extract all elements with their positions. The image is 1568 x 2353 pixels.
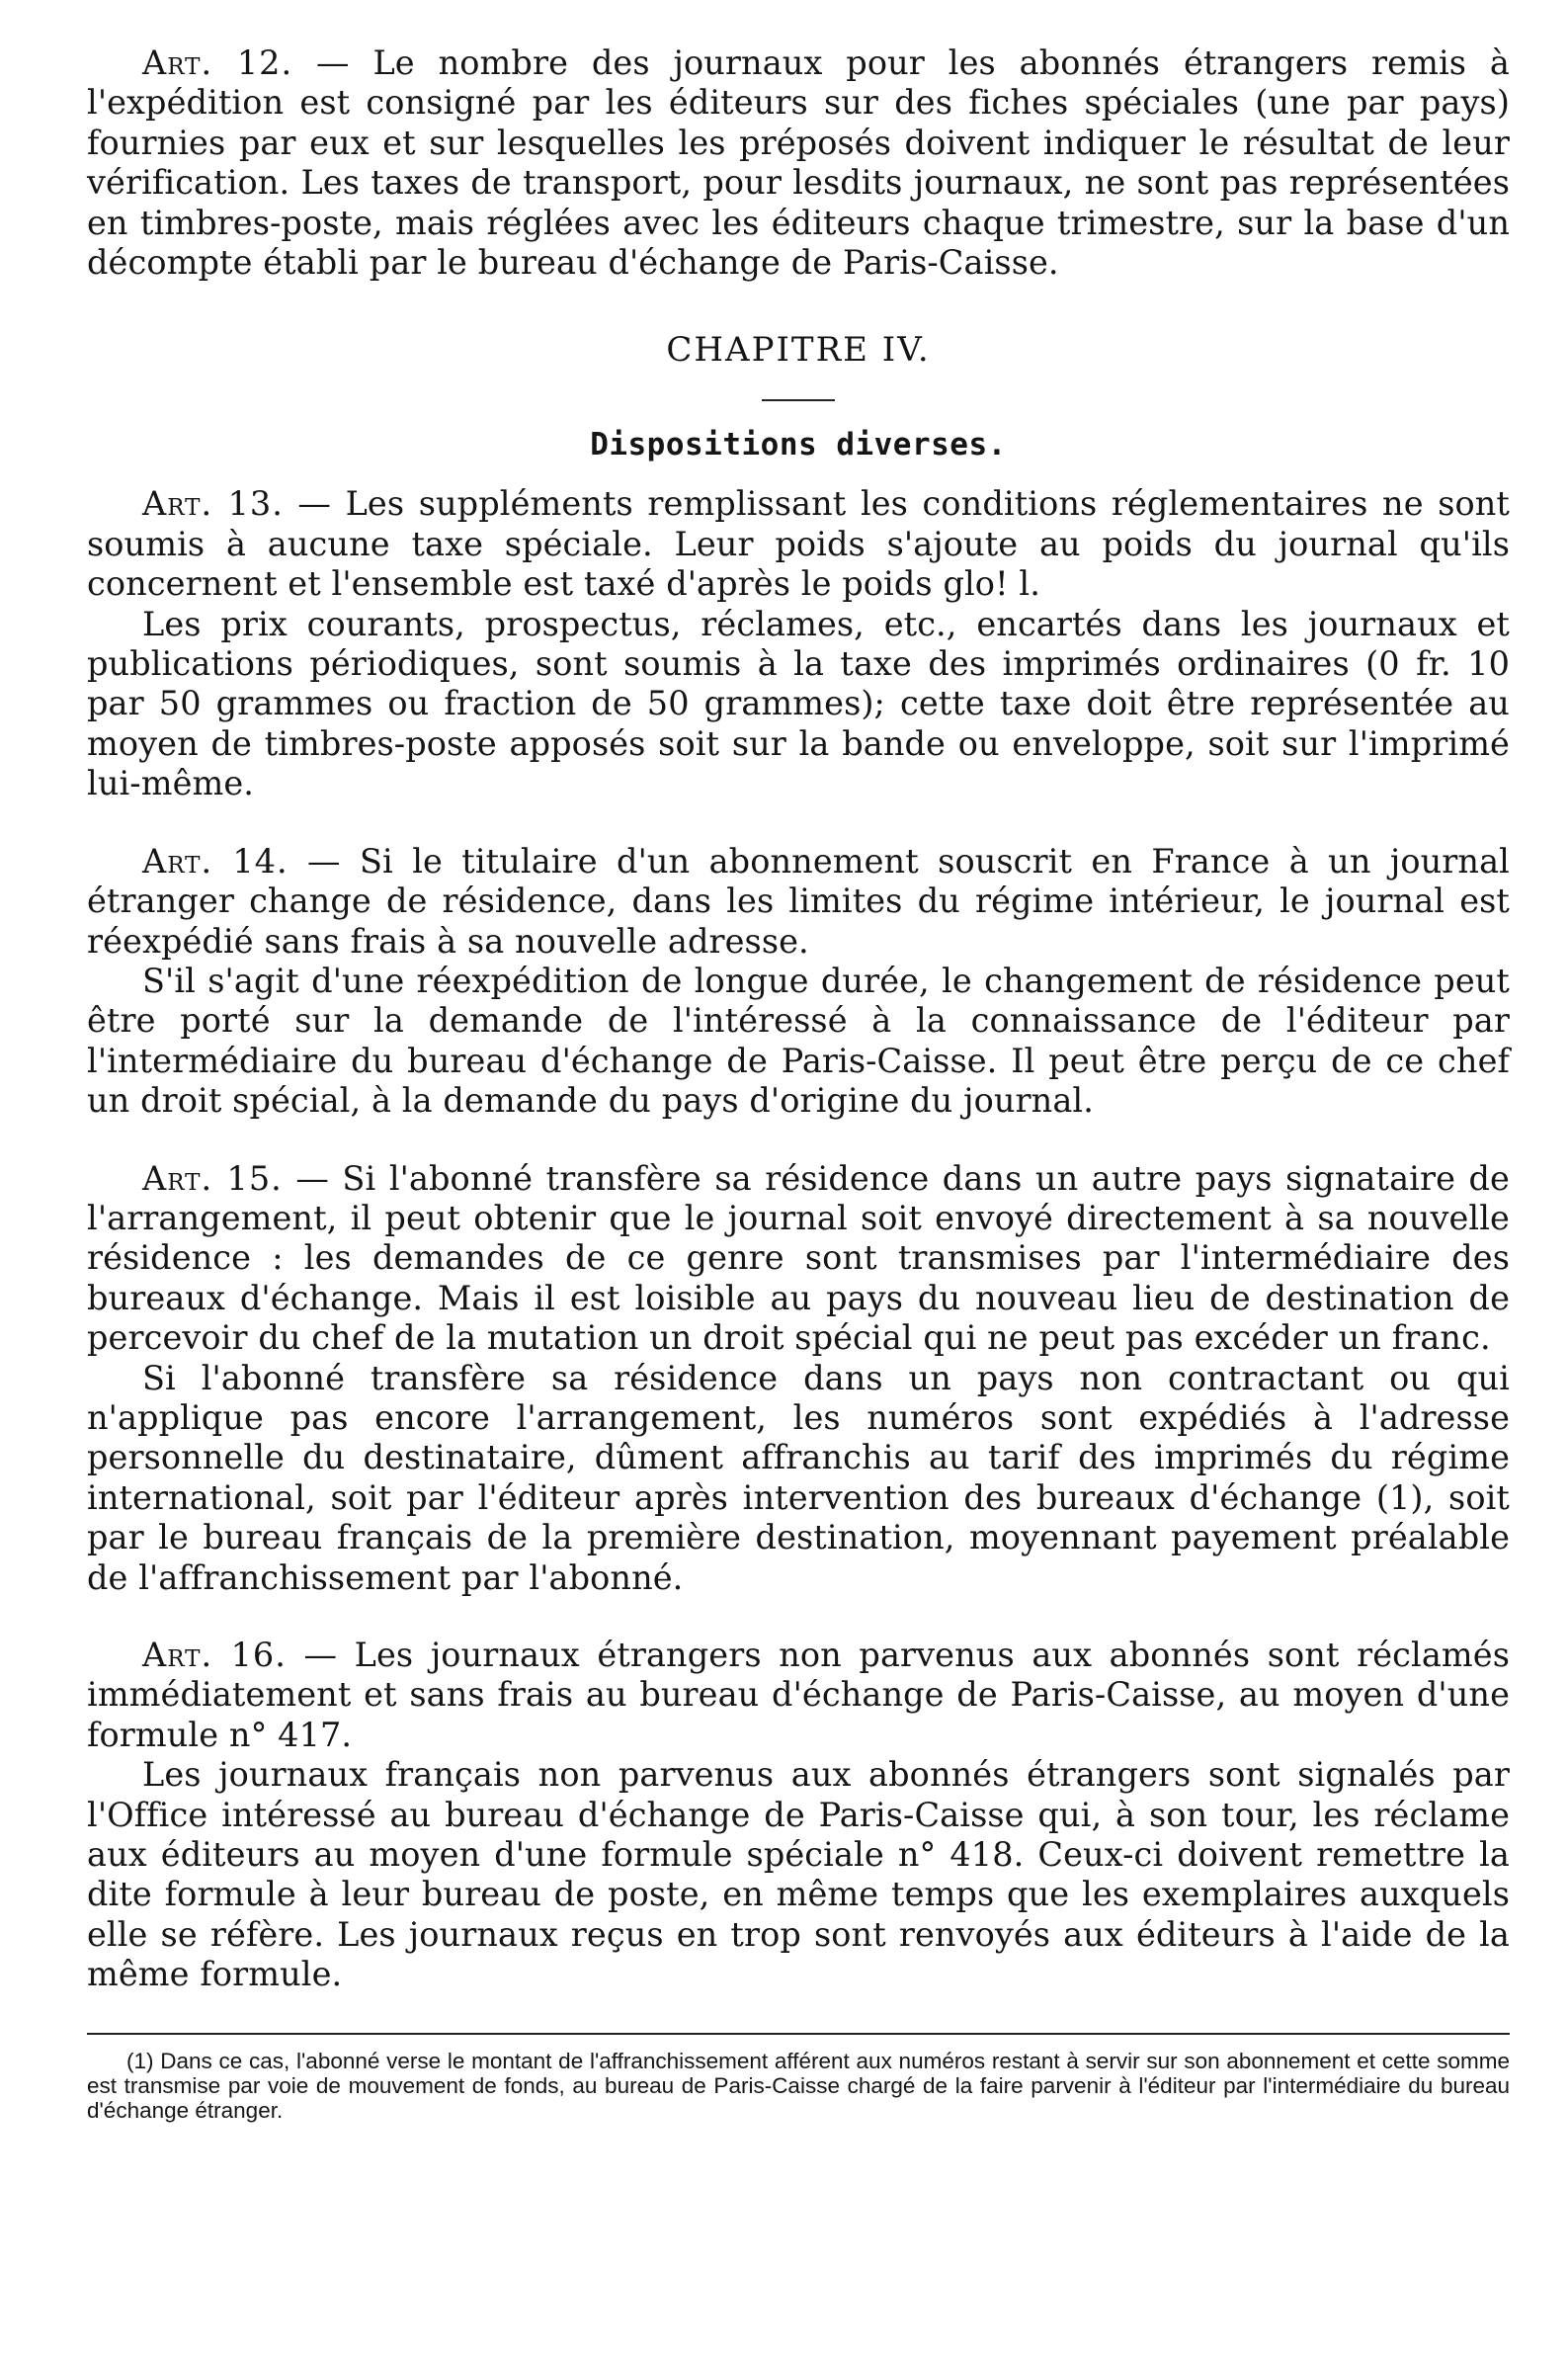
article-14-paragraph-2: S'il s'agit d'une réexpédition de longue durée, le changement de résidence peut être porté sur la demande de l'intéressé à la connaissance de l'éditeur par l'intermédiaire du bureau d'échange de Paris-Caisse. Il peut être perçu de ce chef un droit spécial, à la demande du pays d'origine du journal. bbox=[87, 961, 1510, 1121]
document-page bbox=[87, 43, 1510, 2123]
article-16 bbox=[87, 1636, 1510, 1755]
article-16-label: Art. 16. bbox=[142, 1636, 287, 1674]
article-15-label: Art. 15. bbox=[142, 1158, 283, 1198]
article-16-text: — Les journaux étrangers non parvenus aux abonnés sont réclamés immédiatement et sans frais au bureau d'échange de Paris-Caisse, au moyen d'une formule n° 417. bbox=[87, 1636, 1510, 1754]
chapter-subtitle: Dispositions diverses. bbox=[590, 427, 1007, 463]
article-14 bbox=[87, 842, 1510, 962]
footnote: (1) Dans ce cas, l'abonné verse le montant de l'affranchissement afférent aux numéros restant à servir sur son abonnement et cette somme est transmise par voie de mouvement de fonds, au bureau de Paris-Caisse chargé de la faire parvenir à l'éditeur par l'intermédiaire du bureau d'échange étranger. bbox=[87, 2048, 1510, 2123]
chapter-title: CHAPITRE IV. bbox=[666, 330, 931, 371]
article-12 bbox=[87, 43, 1510, 283]
article-15-paragraph-2: Si l'abonné transfère sa résidence dans un pays non contractant ou qui n'applique pas encore l'arrangement, les numéros sont expédiés à l'adresse personnelle du destinataire, dûment affranchis au tarif des imprimés du régime international, soit par l'éditeur après intervention des bureaux d'échange (1), soit par le bureau français de la première destination, moyennant payement préalable de l'affranchissement par l'abonné. bbox=[87, 1358, 1510, 1597]
article-15-text: — Si l'abonné transfère sa résidence dans un autre pays signataire de l'arrangement, il peut obtenir que le journal soit envoyé directement à sa nouvelle résidence : les demandes de ce genre sont transmises par l'intermédiaire des bureaux d'échange. Mais il est loisible au pays du nouveau lieu de destination de percevoir du chef de la mutation un droit spécial qui ne peut pas excéder un franc. bbox=[87, 1158, 1510, 1358]
article-15 bbox=[87, 1159, 1510, 1359]
article-12-text: — Le nombre des journaux pour les abonnés étrangers remis à l'expédition est consigné par les éditeurs sur des fiches spéciales (une par pays) fournies par eux et sur lesquelles les préposés doivent indiquer le résultat de leur vérification. Les taxes de transport, pour lesdits journaux, ne sont pas représentées en timbres-poste, mais réglées avec les éditeurs chaque trimestre, sur la base d'un décompte établi par le bureau d'échange de Paris-Caisse. bbox=[87, 43, 1510, 283]
article-13-paragraph-2: Les prix courants, prospectus, réclames, etc., encartés dans les journaux et publications périodiques, sont soumis à la taxe des imprimés ordinaires (0 fr. 10 par 50 grammes ou fraction de 50 grammes); cette taxe doit être représentée au moyen de timbres-poste apposés soit sur la bande ou enveloppe, soit sur l'imprimé lui-même. bbox=[87, 604, 1510, 803]
article-13-text: — Les suppléments remplissant les conditions réglementaires ne sont soumis à aucune taxe spéciale. Leur poids s'ajoute au poids du journal qu'ils concernent et l'ensemble est taxé d'après le poids glo! l. bbox=[87, 484, 1510, 604]
footnote-rule bbox=[87, 2033, 1510, 2035]
article-13-label: Art. 13. bbox=[142, 484, 284, 524]
article-16-paragraph-2: Les journaux français non parvenus aux abonnés étrangers sont signalés par l'Office intéressé au bureau d'échange de Paris-Caisse qui, à son tour, les réclame aux éditeurs au moyen d'une formule spéciale n° 418. Ceux-ci doivent remettre la dite formule à leur bureau de poste, en même temps que les exemplaires auxquels elle se réfère. Les journaux reçus en trop sont renvoyés aux éditeurs à l'aide de la même formule. bbox=[87, 1755, 1510, 1994]
article-14-text: — Si le titulaire d'un abonnement souscrit en France à un journal étranger change de résidence, dans les limites du régime intérieur, le journal est réexpédié sans frais à sa nouvelle adresse. bbox=[87, 841, 1510, 961]
article-14-label: Art. 14. bbox=[142, 841, 289, 881]
chapter-rule bbox=[762, 399, 835, 401]
article-13 bbox=[87, 484, 1510, 604]
article-12-label: Art. 12. bbox=[142, 43, 293, 82]
